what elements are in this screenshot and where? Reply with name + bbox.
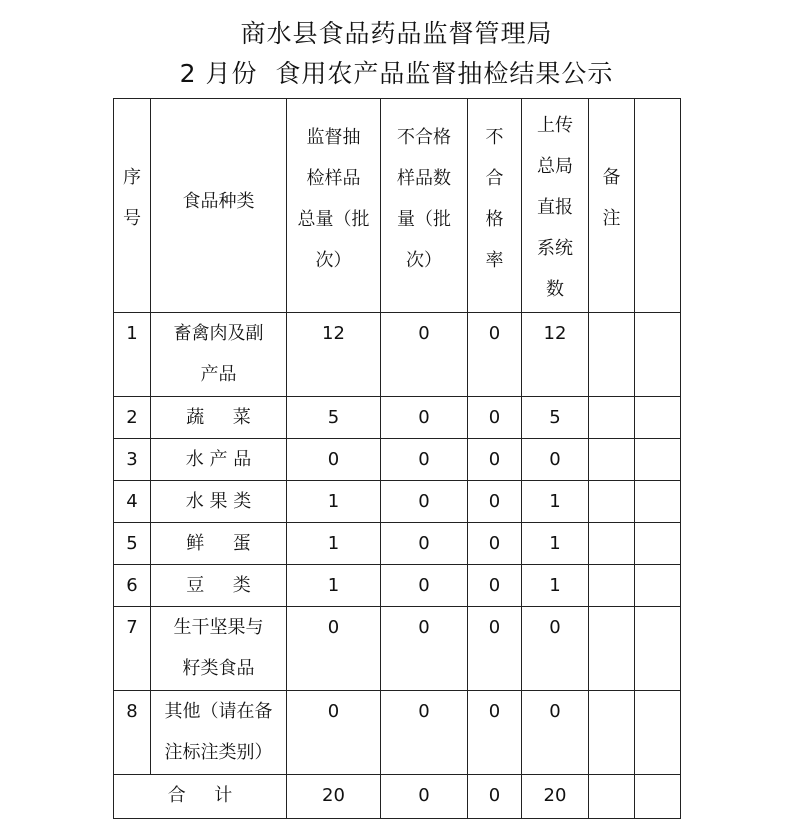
row-rate: 0	[468, 481, 522, 523]
header-total-samples: 监督抽 检样品 总量（批 次）	[287, 99, 381, 313]
row-unqualified: 0	[381, 481, 468, 523]
row-no: 1	[114, 313, 151, 397]
header-category: 食品种类	[151, 99, 287, 313]
table-row	[114, 523, 681, 565]
table-row	[114, 691, 681, 775]
row-unqualified: 0	[381, 523, 468, 565]
row-no: 7	[114, 607, 151, 691]
row-rate: 0	[468, 397, 522, 439]
row-remark	[589, 439, 635, 481]
title-line-1: 商水县食品药品监督管理局	[240, 19, 553, 48]
header-uploaded-count: 上传 总局 直报 系统 数	[522, 99, 589, 313]
row-extra	[635, 313, 681, 397]
row-no: 4	[114, 481, 151, 523]
row-unqualified: 0	[381, 397, 468, 439]
row-no: 3	[114, 439, 151, 481]
row-no: 6	[114, 565, 151, 607]
row-category: 其他（请在备 注标注类别）	[151, 691, 287, 775]
row-remark	[589, 313, 635, 397]
table-row	[114, 313, 681, 397]
row-extra	[635, 565, 681, 607]
row-uploaded: 0	[522, 607, 589, 691]
row-unqualified: 0	[381, 607, 468, 691]
row-remark	[589, 397, 635, 439]
row-uploaded: 1	[522, 565, 589, 607]
row-remark	[589, 565, 635, 607]
row-uploaded: 5	[522, 397, 589, 439]
total-label: 合 计	[114, 775, 287, 819]
row-uploaded: 0	[522, 691, 589, 775]
row-uploaded: 1	[522, 523, 589, 565]
row-category: 水 果 类	[151, 481, 287, 523]
row-rate: 0	[468, 439, 522, 481]
total-unqualified: 0	[381, 775, 468, 819]
table-row	[114, 439, 681, 481]
row-total: 1	[287, 481, 381, 523]
table-row	[114, 565, 681, 607]
row-category: 鲜 蛋	[151, 523, 287, 565]
total-row	[114, 775, 681, 819]
row-unqualified: 0	[381, 565, 468, 607]
table-row	[114, 607, 681, 691]
row-extra	[635, 397, 681, 439]
row-extra	[635, 481, 681, 523]
row-no: 2	[114, 397, 151, 439]
row-category: 蔬 菜	[151, 397, 287, 439]
header-unqualified-samples: 不合格 样品数 量（批 次）	[381, 99, 468, 313]
total-remark	[589, 775, 635, 819]
total-extra	[635, 775, 681, 819]
row-total: 12	[287, 313, 381, 397]
header-no: 序 号	[114, 99, 151, 313]
row-category: 畜禽肉及副 产品	[151, 313, 287, 397]
row-rate: 0	[468, 607, 522, 691]
header-empty	[635, 99, 681, 313]
row-rate: 0	[468, 691, 522, 775]
row-remark	[589, 691, 635, 775]
document-title	[0, 14, 793, 94]
row-total: 5	[287, 397, 381, 439]
row-extra	[635, 607, 681, 691]
row-remark	[589, 481, 635, 523]
row-extra	[635, 439, 681, 481]
header-row	[114, 99, 681, 313]
row-rate: 0	[468, 565, 522, 607]
row-no: 8	[114, 691, 151, 775]
row-no: 5	[114, 523, 151, 565]
row-category: 生干坚果与 籽类食品	[151, 607, 287, 691]
total-samples: 20	[287, 775, 381, 819]
row-uploaded: 0	[522, 439, 589, 481]
row-uploaded: 12	[522, 313, 589, 397]
total-uploaded: 20	[522, 775, 589, 819]
table-row	[114, 481, 681, 523]
row-category: 豆 类	[151, 565, 287, 607]
header-remark: 备 注	[589, 99, 635, 313]
row-rate: 0	[468, 313, 522, 397]
row-remark	[589, 607, 635, 691]
row-total: 1	[287, 565, 381, 607]
row-unqualified: 0	[381, 313, 468, 397]
row-rate: 0	[468, 523, 522, 565]
row-total: 1	[287, 523, 381, 565]
row-total: 0	[287, 691, 381, 775]
row-remark	[589, 523, 635, 565]
row-uploaded: 1	[522, 481, 589, 523]
total-rate: 0	[468, 775, 522, 819]
title-line-2: 2 月份 食用农产品监督抽检结果公示	[179, 59, 614, 88]
header-unqualified-rate: 不 合 格 率	[468, 99, 522, 313]
row-total: 0	[287, 607, 381, 691]
row-category: 水 产 品	[151, 439, 287, 481]
row-unqualified: 0	[381, 691, 468, 775]
row-extra	[635, 523, 681, 565]
row-extra	[635, 691, 681, 775]
row-total: 0	[287, 439, 381, 481]
row-unqualified: 0	[381, 439, 468, 481]
inspection-results-table	[113, 98, 681, 819]
table-row	[114, 397, 681, 439]
